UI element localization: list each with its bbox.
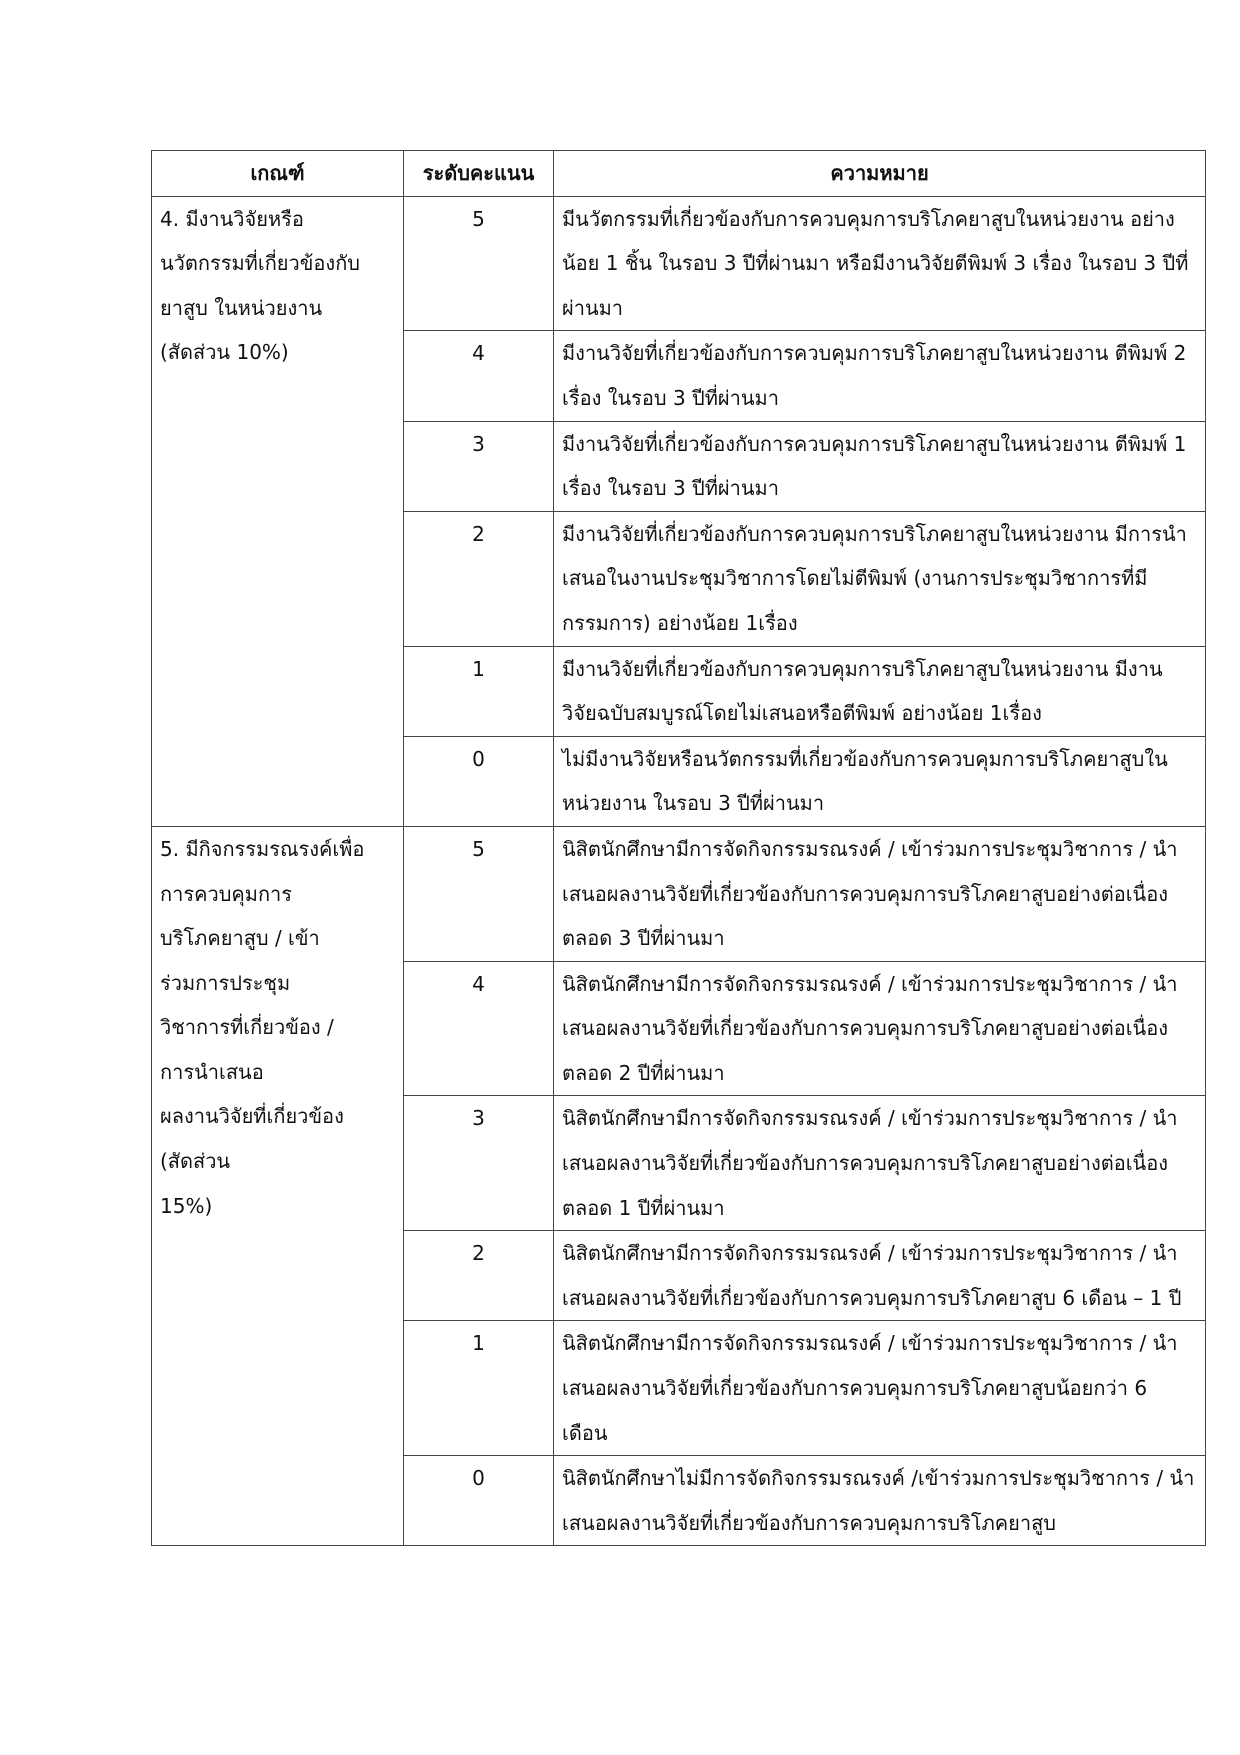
criterion-line: นวัตกรรมที่เกี่ยวข้องกับ: [160, 251, 360, 276]
score-cell: 3: [404, 421, 554, 511]
header-criterion: เกณฑ์: [152, 151, 404, 197]
criterion-line: 5. มีกิจกรรมรณรงค์เพื่อ: [160, 836, 365, 861]
score-cell: 5: [404, 826, 554, 961]
score-cell: 2: [404, 1231, 554, 1321]
score-cell: 3: [404, 1096, 554, 1231]
criterion-line: การนำเสนอ: [160, 1059, 264, 1084]
score-cell: 2: [404, 511, 554, 646]
meaning-cell: ไม่มีงานวิจัยหรือนวัตกรรมที่เกี่ยวข้องกับการควบคุมการบริโภคยาสูบในหน่วยงาน ในรอบ 3 ปีที่ผ่านมา: [554, 736, 1206, 826]
meaning-cell: นิสิตนักศึกษามีการจัดกิจกรรมรณรงค์ / เข้าร่วมการประชุมวิชาการ / นำเสนอผลงานวิจัยที่เกี่ยวข้องกับการควบคุมการบริโภคยาสูบ 6 เดือน – 1 ปี: [554, 1231, 1206, 1321]
criterion-cell: [152, 196, 404, 826]
score-cell: 4: [404, 331, 554, 421]
criterion-line: (สัดส่วน: [160, 1149, 231, 1174]
score-cell: 0: [404, 736, 554, 826]
criterion-line: 4. มีงานวิจัยหรือ: [160, 206, 304, 231]
criterion-line: การควบคุมการ: [160, 881, 293, 906]
score-cell: 4: [404, 961, 554, 1096]
table-header-row: [152, 151, 1206, 197]
header-meaning: ความหมาย: [554, 151, 1206, 197]
criterion-cell: [152, 826, 404, 1546]
score-cell: 0: [404, 1456, 554, 1546]
table-body: [152, 196, 1206, 1546]
table-row: [152, 196, 1206, 331]
criterion-line: บริโภคยาสูบ / เข้า: [160, 926, 320, 951]
header-score: ระดับคะแนน: [404, 151, 554, 197]
meaning-cell: นิสิตนักศึกษาไม่มีการจัดกิจกรรมรณรงค์ /เข้าร่วมการประชุมวิชาการ / นำเสนอผลงานวิจัยที่เกี่ยวข้องกับการควบคุมการบริโภคยาสูบ: [554, 1456, 1206, 1546]
criterion-line: ยาสูบ ในหน่วยงาน: [160, 295, 323, 320]
criterion-line: 15%): [160, 1193, 213, 1218]
criteria-table: [151, 150, 1206, 1546]
score-cell: 5: [404, 196, 554, 331]
criterion-line: ผลงานวิจัยที่เกี่ยวข้อง: [160, 1104, 344, 1129]
score-cell: 1: [404, 646, 554, 736]
meaning-cell: นิสิตนักศึกษามีการจัดกิจกรรมรณรงค์ / เข้าร่วมการประชุมวิชาการ / นำเสนอผลงานวิจัยที่เกี่ยวข้องกับการควบคุมการบริโภคยาสูบอย่างต่อเนื่อง ตลอด 2 ปีที่ผ่านมา: [554, 961, 1206, 1096]
meaning-cell: นิสิตนักศึกษามีการจัดกิจกรรมรณรงค์ / เข้าร่วมการประชุมวิชาการ / นำเสนอผลงานวิจัยที่เกี่ยวข้องกับการควบคุมการบริโภคยาสูบอย่างต่อเนื่อง ตลอด 3 ปีที่ผ่านมา: [554, 826, 1206, 961]
criterion-line: ร่วมการประชุม: [160, 970, 291, 995]
meaning-cell: มีนวัตกรรมที่เกี่ยวข้องกับการควบคุมการบริโภคยาสูบในหน่วยงาน อย่างน้อย 1 ชิ้น ในรอบ 3 ปีที่ผ่านมา หรือมีงานวิจัยตีพิมพ์ 3 เรื่อง ในรอบ 3 ปีที่ผ่านมา: [554, 196, 1206, 331]
score-cell: 1: [404, 1321, 554, 1456]
meaning-cell: มีงานวิจัยที่เกี่ยวข้องกับการควบคุมการบริโภคยาสูบในหน่วยงาน มีการนำเสนอในงานประชุมวิชาการโดยไม่ตีพิมพ์ (งานการประชุมวิชาการที่มีกรรมการ) อย่างน้อย 1เรื่อง: [554, 511, 1206, 646]
meaning-cell: มีงานวิจัยที่เกี่ยวข้องกับการควบคุมการบริโภคยาสูบในหน่วยงาน ตีพิมพ์ 1 เรื่อง ในรอบ 3 ปีที่ผ่านมา: [554, 421, 1206, 511]
meaning-cell: มีงานวิจัยที่เกี่ยวข้องกับการควบคุมการบริโภคยาสูบในหน่วยงาน ตีพิมพ์ 2 เรื่อง ในรอบ 3 ปีที่ผ่านมา: [554, 331, 1206, 421]
meaning-cell: นิสิตนักศึกษามีการจัดกิจกรรมรณรงค์ / เข้าร่วมการประชุมวิชาการ / นำเสนอผลงานวิจัยที่เกี่ยวข้องกับการควบคุมการบริโภคยาสูบน้อยกว่า 6 เดือน: [554, 1321, 1206, 1456]
meaning-cell: นิสิตนักศึกษามีการจัดกิจกรรมรณรงค์ / เข้าร่วมการประชุมวิชาการ / นำเสนอผลงานวิจัยที่เกี่ยวข้องกับการควบคุมการบริโภคยาสูบอย่างต่อเนื่อง ตลอด 1 ปีที่ผ่านมา: [554, 1096, 1206, 1231]
table-row: [152, 826, 1206, 961]
criterion-line: วิชาการที่เกี่ยวข้อง /: [160, 1015, 334, 1040]
meaning-cell: มีงานวิจัยที่เกี่ยวข้องกับการควบคุมการบริโภคยาสูบในหน่วยงาน มีงานวิจัยฉบับสมบูรณ์โดยไม่เสนอหรือตีพิมพ์ อย่างน้อย 1เรื่อง: [554, 646, 1206, 736]
criterion-line: (สัดส่วน 10%): [160, 340, 289, 365]
